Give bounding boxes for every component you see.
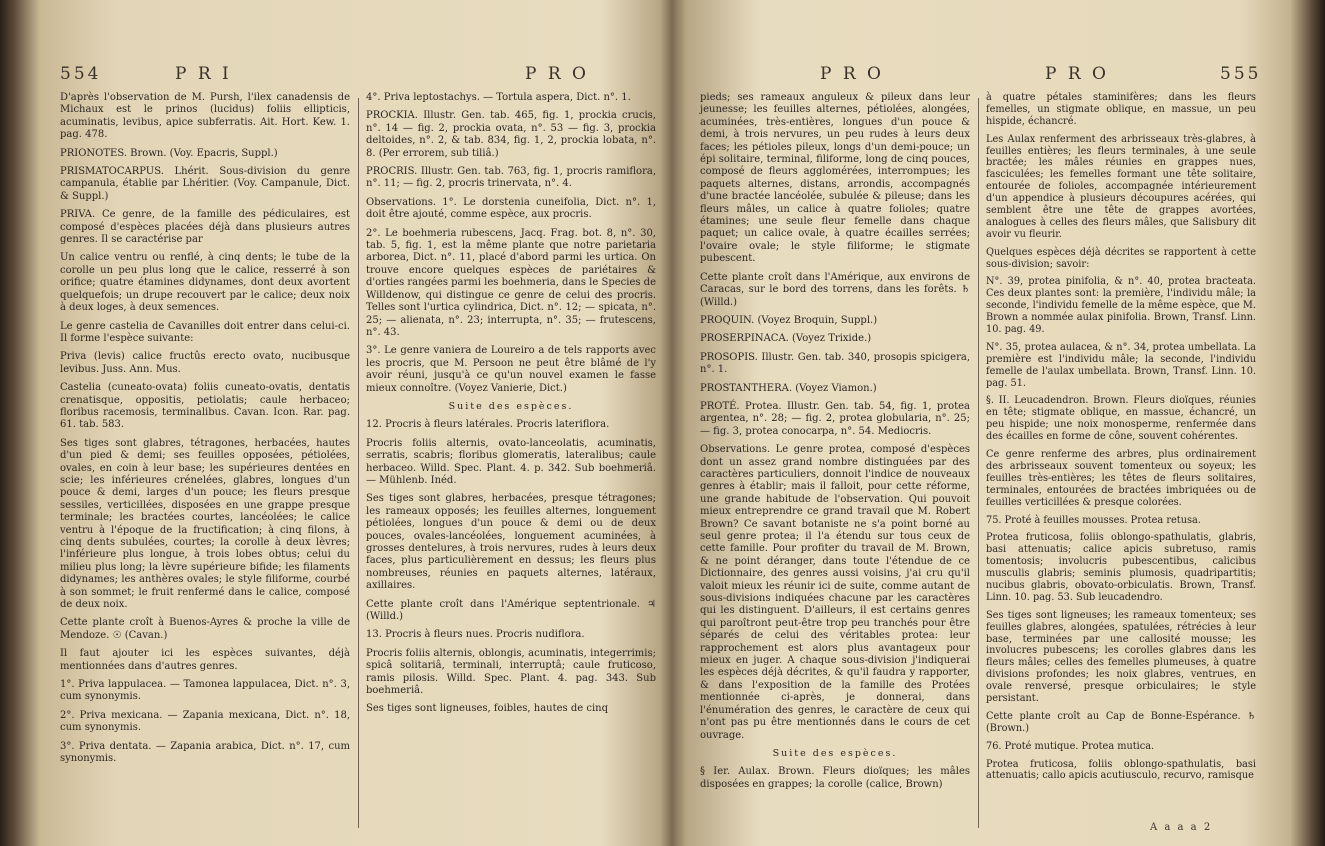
paragraph: Ses tiges sont ligneuses; les rameaux tomenteux; ses feuilles glabres, alongées, spatulées, rétrécies à leur base, terminées par une callosité mousse; les involucres pubescens; les corolles glabres dans les fleurs mâles; celles des femelles plumeuses, à quatre divisions profondes; les noix glabres, ventrues, en ovale renversé, presque orbiculaires; le style persistant.	[986, 609, 1256, 704]
running-head-right: P R O	[525, 64, 589, 84]
paragraph: Ce genre renferme des arbres, plus ordinairement des arbrisseaux souvent tomenteux ou soyeux; les feuilles très-entières; les têtes de fleurs solitaires, terminales, entourées de bractées imbriquées ou de feuilles verticillées & presque colorées.	[986, 449, 1256, 508]
right-page	[700, 0, 1260, 846]
paragraph: PROCRIS. Illustr. Gen. tab. 763, fig. 1, procris ramiflora, n°. 11; — fig. 2, procris trinervata, n°. 4.	[366, 166, 656, 190]
paragraph: §. II. Leucadendron. Brown. Fleurs dioïques, réunies en tête; stigmate oblique, en massue, échancré, un peu hispide; une noix monosperme, renfermée dans des écailles en forme de cône, souvent cohérentes.	[986, 395, 1256, 443]
paragraph: Il faut ajouter ici les espèces suivantes, déjà mentionnées dans d'autres genres.	[60, 648, 350, 672]
paragraph: D'après l'observation de M. Pursh, l'ilex canadensis de Michaux est le prinos (lucidus) foliis ellipticis, acuminatis, levibus, apice subferratis. Ait. Hort. Kew. 1. pag. 478.	[60, 92, 350, 141]
paragraph: PROSERPINACA. (Voyez Trixide.)	[700, 333, 872, 345]
paragraph: § Ier. Aulax. Brown. Fleurs dioïques; les mâles disposées en grappes; la corolle (calice, Brown)	[700, 766, 970, 790]
paragraph: N°. 35, protea aulacea, & n°. 34, protea umbellata. La première est l'individu mâle; la seconde, l'individu femelle de l'aulax umbellata. Brown, Transf. Linn. 10. pag. 51.	[986, 341, 1256, 389]
paragraph: PRIVA. Ce genre, de la famille des pédiculaires, est composé d'espèces placées déjà dans plusieurs autres genres. Il se caractérise par	[60, 209, 350, 246]
paragraph: Procris foliis alternis, oblongis, acuminatis, integerrimis; spicâ solitariâ, terminali, interruptâ; caule fruticoso, ramis pilosis. Willd. Spec. Plant. 4. pag. 343. Sub boehmeriâ.	[366, 647, 656, 697]
right-page-column-2	[986, 92, 1256, 788]
paragraph: 13. Procris à fleurs nues. Procris nudiflora.	[366, 629, 585, 641]
paragraph: Castelia (cuneato-ovata) foliis cuneato-ovatis, dentatis crenatisque, oppositis, petiolatis; caule herbaceo; floribus racemosis, terminalibus. Cavan. Icon. Rar. pag. 61. tab. 583.	[60, 382, 350, 431]
paragraph: 3°. Priva dentata. — Zapania arabica, Dict. n°. 17, cum synonymis.	[60, 740, 350, 765]
right-page-column-1	[700, 92, 970, 797]
section-heading: Suite des espèces.	[448, 400, 574, 412]
section-heading: Suite des espèces.	[772, 747, 898, 759]
paragraph: PROCKIA. Illustr. Gen. tab. 465, fig. 1, prockia crucis, n°. 14 — fig. 2, prockia ovata, n°. 53 — fig. 3, prockia deltoides, n°. 2, & tab. 834, fig. 1, 2, prockia lobata, n°. 8. (Per errorem, sub tiliâ.)	[366, 110, 656, 159]
paragraph: Un calice ventru ou renflé, à cinq dents; le tube de la corolle un peu plus long que le calice, resserré à son orifice; quatre étamines didynames, dont deux avortent quelquefois; un drupe recouvert par le calice; deux noix à deux loges, à deux semences.	[60, 252, 350, 314]
paragraph: Ses tiges sont glabres, tétragones, herbacées, hautes d'un pied & demi; ses feuilles opposées, pétiolées, ovales, en coin à leur base; les supérieures dentées en scie; les inférieures crénelées, glabres, longues d'un pouce & demi, larges d'un pouce; les fleurs presque sessiles, verticillées, disposées en une grappe presque terminale; les bractées courtes, lancéolées; le calice ventru à l'époque de la fructification; à cinq filons, à cinq dents subulées, courtes; la corolle à deux lèvres; l'inférieure plus longue, à trois lobes obtus; celui du milieu plus long; la lèvre supérieure bifide; les filaments didynames; les anthères ovales; le style filiforme, courbé à son sommet; le fruit renfermé dans le calice, composé de deux noix.	[60, 437, 350, 611]
running-head-left: P R I	[175, 64, 232, 84]
paragraph: 76. Proté mutique. Protea mutica.	[986, 740, 1155, 752]
signature-mark: A a a a 2	[1150, 822, 1213, 833]
paragraph: PROSTANTHERA. (Voyez Viamon.)	[700, 382, 877, 394]
paragraph: PROQUIN. (Voyez Broquin, Suppl.)	[700, 314, 878, 326]
paragraph: 12. Procris à fleurs latérales. Procris lateriflora.	[366, 419, 610, 431]
paragraph: Cette plante croît dans l'Amérique, aux environs de Caracas, sur le bord des torrens, dans les forêts. ♄ (Willd.)	[700, 271, 970, 308]
page-number-left: 554	[60, 64, 102, 84]
column-divider	[978, 98, 979, 828]
paragraph: 2°. Le boehmeria rubescens, Jacq. Frag. bot. 8, n°. 30, tab. 5, fig. 1, est la même plante que notre parietaria arborea, Dict. n°. 11, placé d'abord parmi les urtica. On trouve encore quelques espèces de pariétaires & d'orties rangées parmi les boehmeria, dans le Species de Willdenow, qui distingue ce genre de celui des procris. Telles sont l'urtica cylindrica, Dict. n°. 12; — spicata, n°. 25; — alienata, n°. 23; interrupta, n°. 35; — frutescens, n°. 43.	[366, 227, 656, 338]
paragraph: PRIONOTES. Brown. (Voy. Epacris, Suppl.)	[60, 147, 278, 159]
paragraph: PROSOPIS. Illustr. Gen. tab. 340, prosopis spicigera, n°. 1.	[700, 351, 970, 376]
paragraph: PRISMATOCARPUS. Lhérit. Sous-division du genre campanula, établie par Lhéritier. (Voy. Campanule, Dict. & Suppl.)	[60, 166, 350, 202]
paragraph: 1°. Priva lappulacea. — Tamonea lappulacea, Dict. n°. 3, cum synonymis.	[60, 679, 350, 703]
column-divider	[358, 98, 359, 828]
paragraph: Les Aulax renferment des arbrisseaux très-glabres, à feuilles entières; les fleurs terminales, à une seule bractée; les mâles réunies en grappes nues, fasciculées; les femelles formant une tête solitaire, entourée de folioles, accompagnée intérieurement d'un appendice à plusieurs découpures acérées, qui semblent être une tête de grappes avortées, analogues à celles des fleurs mâles, que Salisbury dit avoir vu fleurir.	[986, 133, 1256, 240]
left-page-column-1	[60, 92, 350, 772]
paragraph: Observations. 1°. Le dorstenia cuneifolia, Dict. n°. 1, doit être ajouté, comme espèce, aux procris.	[366, 196, 656, 221]
paragraph: pieds; ses rameaux anguleux & pileux dans leur jeunesse; les feuilles alternes, pétiolées, alongées, acuminées, très-entières, longues d'un pouce & demi, à trois nervures, un peu rudes à leurs deux faces; les pétioles pileux, longs d'un demi-pouce; un épi solitaire, terminal, filiforme, long de cinq pouces, composé de fleurs agglomérées, interrompues; les paquets alternes, distans, arrondis, accompagnés d'une bractée lancéolée, subulée & pileuse; dans les fleurs mâles, un calice à quatre folioles; quatre étamines; une seule fleur femelle dans chaque paquet; un calice ovale, à quatre écailles serrées; l'ovaire ovale; le style filiforme; le stigmate pubescent.	[700, 92, 970, 265]
running-head-right: P R O	[1045, 64, 1109, 84]
paragraph: 2°. Priva mexicana. — Zapania mexicana, Dict. n°. 18, cum synonymis.	[60, 709, 350, 734]
page-number-right: 555	[1220, 64, 1262, 84]
left-page-column-2	[366, 92, 656, 722]
paragraph: Quelques espèces déjà décrites se rapportent à cette sous-division; savoir:	[986, 246, 1256, 270]
paragraph: Cette plante croît à Buenos-Ayres & proche la ville de Mendoze. ☉ (Cavan.)	[60, 617, 350, 641]
running-head-left: P R O	[820, 64, 884, 84]
paragraph: PROTÉ. Protea. Illustr. Gen. tab. 54, fig. 1, protea argentea, n°. 28; — fig. 2, protea globularia, n°. 25; — fig. 3, protea conocarpa, n°. 54. Mediocris.	[700, 400, 970, 437]
paragraph: Procris foliis alternis, ovato-lanceolatis, acuminatis, serratis, scabris; floribus glomeratis, lateralibus; caule herbaceo. Willd. Spec. Plant. 4. p. 342. Sub boehmeriâ. — Mühlenb. Inéd.	[366, 437, 656, 486]
paragraph: Protea fruticosa, foliis oblongo-spathulatis, basi attenuatis; callo apicis acutiusculo, recurvo, ramisque	[986, 758, 1256, 782]
paragraph: Le genre castelia de Cavanilles doit entrer dans celui-ci. Il forme l'espèce suivante:	[60, 320, 350, 344]
paragraph: 4°. Priva leptostachys. — Tortula aspera, Dict. n°. 1.	[366, 92, 631, 103]
paragraph: Ses tiges sont glabres, herbacées, presque tétragones; les rameaux opposés; les feuilles alternes, longuement pétiolées, longues d'un pouce & demi ou de deux pouces, ovales-lancéolées, longuement acuminées, à grosses dentelures, à trois nervures, rudes à leurs deux faces, plus particulièrement en dessus; les fleurs plus nombreuses, réunies en paquets alternes, latéraux, axillaires.	[366, 493, 656, 592]
paragraph: Priva (levis) calice fructûs erecto ovato, nucibusque levibus. Juss. Ann. Mus.	[60, 351, 350, 375]
paragraph: 3°. Le genre vaniera de Loureiro a de tels rapports avec les procris, que M. Persoon ne peut être blâmé de l'y avoir réuni, jusqu'à ce qu'un nouvel examen le fasse mieux connoître. (Voyez Vanierie, Dict.)	[366, 345, 656, 394]
paragraph: Protea fruticosa, foliis oblongo-spathulatis, glabris, basi attenuatis; calice apicis subretuso, ramis tomentosis; involucris pubescentibus, calicibus musculis glabris; seminis plumosis, quadripartitis; nucibus glabris, obovato-orbiculatis. Brown, Transf. Linn. 10. pag. 53. Sub leucadendro.	[986, 532, 1256, 603]
paragraph: Cette plante croît dans l'Amérique septentrionale. ♃ (Willd.)	[366, 598, 656, 623]
paragraph: à quatre pétales staminifères; dans les fleurs femelles, un stigmate oblique, en massue, un peu hispide, échancré.	[986, 92, 1256, 127]
paragraph: N°. 39, protea pinifolia, & n°. 40, protea bracteata. Ces deux plantes sont: la première, l'individu mâle; la seconde, l'individu femelle de la même espèce, que M. Brown a nommée aulax pinifolia. Brown, Transf. Linn. 10. pag. 49.	[986, 276, 1256, 336]
left-page	[60, 0, 665, 846]
paragraph: Ses tiges sont ligneuses, foibles, hautes de cinq	[366, 703, 609, 715]
paragraph: Cette plante croît au Cap de Bonne-Espérance. ♄ (Brown.)	[986, 710, 1256, 734]
paragraph: Observations. Le genre protea, composé d'espèces dont un assez grand nombre distinguées par des caractères particuliers, donnoit l'indice de nouveaux genres à établir; mais il falloit, pour cette réforme, une grande habitude de l'observation. Qui pouvoit mieux entreprendre ce grand travail que M. Robert Brown? Ce savant botaniste ne s'a point borné au seul genre protea; il l'a étendu sur tous ceux de cette famille. Pour profiter du travail de M. Brown, & ne point déranger, dans toute l'étendue de ce Dictionnaire, des genres aussi voisins, j'ai cru qu'il valoit mieux les réunir ici de suite, comme autant de sous-divisions indiquées chacune par les caractères qui les distinguent. D'ailleurs, il est certains genres qui paroîtront peut-être trop peu tranchés pour être séparés de celui des véritables protea: leur rapprochement est alors plus avantageux pour mieux en juger. A chaque sous-division j'indiquerai les espèces déjà décrites, & qu'il faudra y rapporter, & dans l'exposition de la famille des Protées mentionnée ci-après, je donnerai, dans l'énumération des genres, le caractère de ceux qui n'ont pas pu être mentionnés dans le cours de cet ouvrage.	[700, 444, 970, 741]
paragraph: 75. Proté à feuilles mousses. Protea retusa.	[986, 514, 1201, 526]
